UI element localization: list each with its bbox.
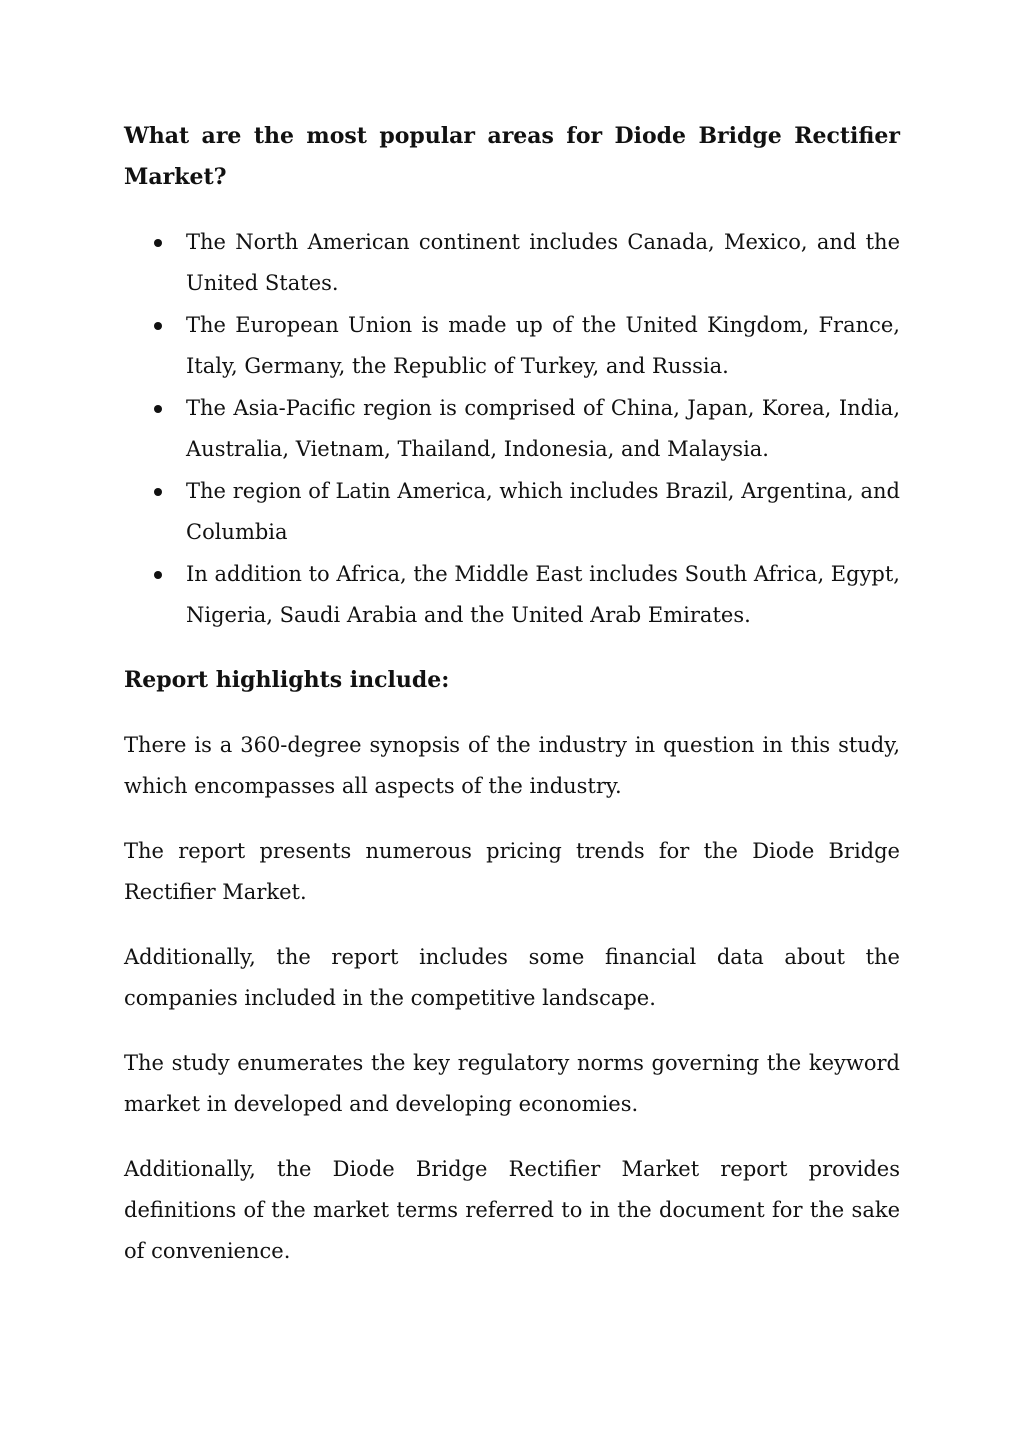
- section-heading-popular-areas: What are the most popular areas for Diode Bridge Rectifier Market?: [124, 123, 900, 190]
- bullet-icon: [154, 488, 162, 496]
- paragraph: There is a 360-degree synopsis of the industry in question in this study, which encompasses all aspects of the industry.: [124, 733, 900, 798]
- list-item: [124, 222, 900, 304]
- paragraph: The study enumerates the key regulatory norms governing the keyword market in developed and developing economies.: [124, 1051, 900, 1116]
- list-item-text: The European Union is made up of the United Kingdom, France, Italy, Germany, the Republic of Turkey, and Russia.: [186, 313, 900, 378]
- list-item: [124, 554, 900, 636]
- regions-list: [124, 222, 900, 636]
- list-item: [124, 471, 900, 553]
- list-item-text: In addition to Africa, the Middle East includes South Africa, Egypt, Nigeria, Saudi Arabia and the United Arab Emirates.: [186, 562, 900, 627]
- list-item-text: The North American continent includes Canada, Mexico, and the United States.: [186, 230, 900, 295]
- section-heading-report-highlights: Report highlights include:: [124, 667, 450, 693]
- document-page: [124, 116, 900, 1296]
- list-item: [124, 305, 900, 387]
- bullet-icon: [154, 405, 162, 413]
- bullet-icon: [154, 571, 162, 579]
- bullet-icon: [154, 322, 162, 330]
- paragraph: The report presents numerous pricing trends for the Diode Bridge Rectifier Market.: [124, 839, 900, 904]
- list-item-text: The Asia-Pacific region is comprised of China, Japan, Korea, India, Australia, Vietnam, Thailand, Indonesia, and Malaysia.: [186, 396, 900, 461]
- paragraph: Additionally, the Diode Bridge Rectifier Market report provides definitions of the market terms referred to in the document for the sake of convenience.: [124, 1157, 900, 1263]
- bullet-icon: [154, 239, 162, 247]
- list-item: [124, 388, 900, 470]
- list-item-text: The region of Latin America, which includes Brazil, Argentina, and Columbia: [186, 479, 900, 544]
- paragraph: Additionally, the report includes some financial data about the companies included in the competitive landscape.: [124, 945, 900, 1010]
